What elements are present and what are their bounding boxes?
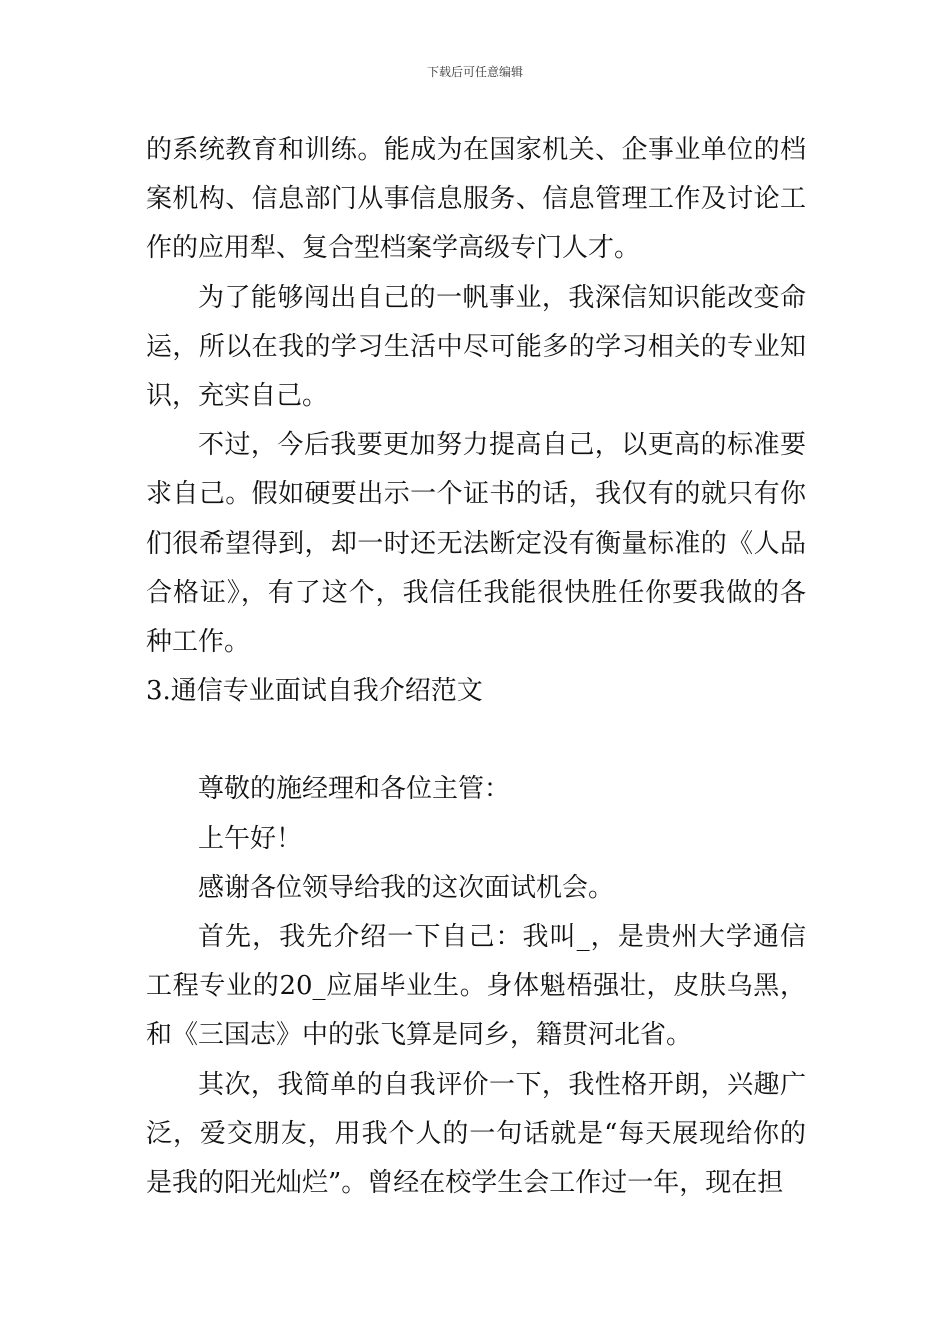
paragraph-character-certificate: 不过，今后我要更加努力提高自己，以更高的标准要求自己。假如硬要出示一个证书的话，我仅有的就只有你们很希望得到，却一时还无法断定没有衡量标准的《人品合格证》，有了这个，我信任我能很快胜任你要我做的各种工作。 xyxy=(146,430,806,658)
section-heading: 3.通信专业面试自我介绍范文 xyxy=(146,676,483,707)
paragraph-education: 的系统教育和训练。能成为在国家机关、企事业单位的档案机构、信息部门从事信息服务、信息管理工作及讨论工作的应用犁、复合型档案学高级专门人才。 xyxy=(146,135,806,264)
document-body xyxy=(146,126,806,1208)
blank-line xyxy=(146,716,806,765)
paragraph-knowledge: 为了能够闯出自己的一帆事业，我深信知识能改变命运，所以在我的学习生活中尽可能多的学习相关的专业知识，充实自己。 xyxy=(146,282,806,412)
letter-greeting: 上午好！ xyxy=(198,823,303,854)
paragraph-self-introduction: 首先，我先介绍一下自己：我叫_，是贵州大学通信工程专业的20_应届毕业生。身体魁梧强壮，皮肤乌黑，和《三国志》中的张飞算是同乡，籍贯河北省。 xyxy=(146,922,806,1051)
letter-salutation: 尊敬的施经理和各位主管： xyxy=(198,774,511,805)
page-header: 下载后可任意编辑 xyxy=(426,65,523,79)
paragraph-self-evaluation: 其次，我简单的自我评价一下，我性格开朗，兴趣广泛，爱交朋友，用我个人的一句话就是“每天展现给你的是我的阳光灿烂”。曾经在校学生会工作过一年，现在担 xyxy=(146,1069,806,1199)
letter-thanks: 感谢各位领导给我的这次面试机会。 xyxy=(198,872,615,903)
